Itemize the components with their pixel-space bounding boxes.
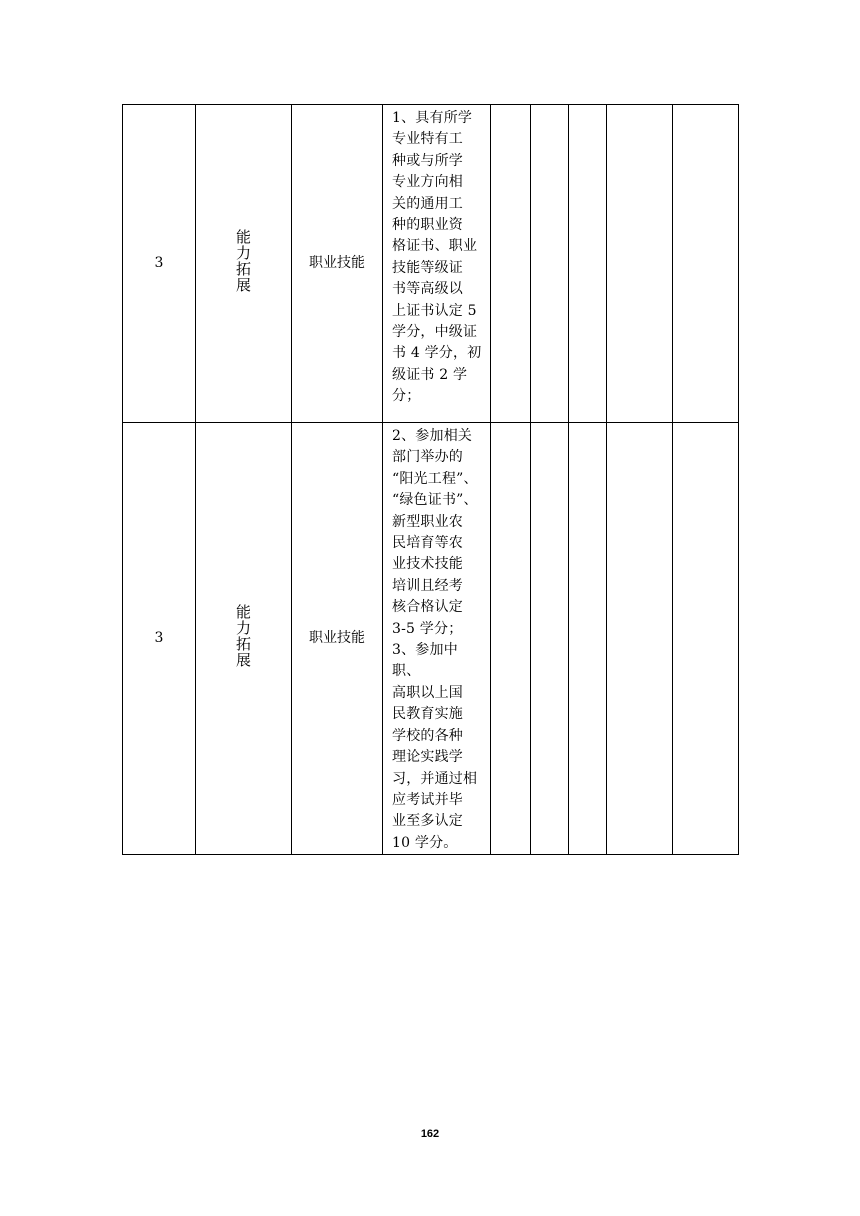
page-number: 162 — [420, 1128, 440, 1140]
table-row — [123, 105, 739, 423]
description-text: 1、具有所学 专业特有工 种或与所学 专业方向相 关的通用工 种的职业资 格证书、职业 技能等级证 书等高级以 上证书认定 5 学分，中级证 书 4 学分，初 级证书 2 学 分； — [392, 110, 482, 405]
empty-cell — [531, 105, 569, 423]
empty-cell — [569, 423, 607, 855]
item-cell — [292, 423, 383, 855]
description-cell — [383, 423, 491, 855]
category-cell — [196, 105, 292, 423]
item-cell — [292, 105, 383, 423]
empty-cell — [531, 423, 569, 855]
description-text: 2、参加相关 部门举办的 “阳光工程”、 “绿色证书”、 新型职业农 民培育等农 业技术技能 培训且经考 核合格认定 3-5 学分； 3、参加中职、 高职以上国 民教育实施 学校的各种 理论实践学 习，并通过相 应考试并毕 业至多认定 10 学分。 — [392, 428, 478, 851]
row-index: 3 — [154, 254, 164, 271]
empty-cell — [607, 423, 673, 855]
table-row — [123, 423, 739, 855]
row-index: 3 — [154, 629, 164, 646]
empty-cell — [491, 423, 531, 855]
description-cell — [383, 105, 491, 423]
row-index-cell — [123, 105, 196, 423]
item-label: 职业技能 — [309, 254, 365, 271]
row-index-cell — [123, 423, 196, 855]
category-cell — [196, 423, 292, 855]
category-label: 能力拓展 — [235, 228, 251, 295]
category-label: 能力拓展 — [235, 603, 251, 670]
empty-cell — [673, 105, 739, 423]
item-label: 职业技能 — [309, 629, 365, 646]
credit-table — [122, 104, 739, 855]
empty-cell — [607, 105, 673, 423]
empty-cell — [569, 105, 607, 423]
empty-cell — [491, 105, 531, 423]
empty-cell — [673, 423, 739, 855]
